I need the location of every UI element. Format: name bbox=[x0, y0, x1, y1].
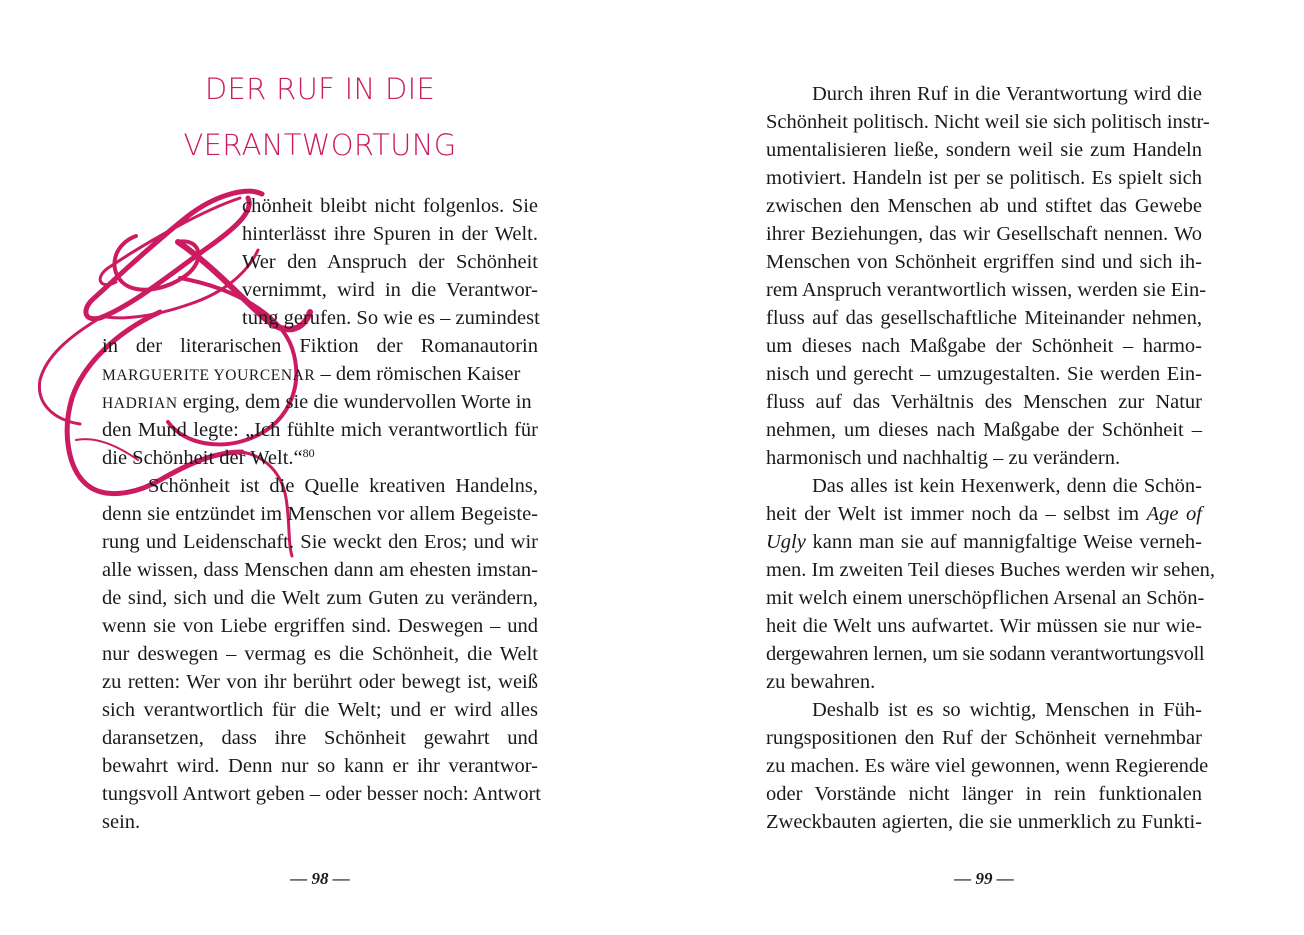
right-text-line-23: Deshalb ist es so wichtig, Menschen in Füh- bbox=[812, 699, 1202, 721]
left-text-line-15: de sind, sich und die Welt zum Guten zu verändern, bbox=[102, 587, 538, 609]
left-text-line-21: bewahrt wird. Denn nur so kann er ihr verantwor- bbox=[102, 755, 538, 777]
left-text-line-1: chönheit bleibt nicht folgenlos. Sie bbox=[242, 195, 538, 217]
right-text-line-27: Zweckbauten agierten, die sie unmerklich zu Funkti- bbox=[766, 811, 1202, 833]
left-text-line-10: die Schönheit der Welt.“$^{80}$ bbox=[102, 446, 315, 469]
left-text-line-17: nur deswegen – vermag es die Schönheit, die Welt bbox=[102, 643, 538, 665]
left-text-line-8: HADRIAN erging, dem sie die wundervollen Worte in bbox=[102, 391, 532, 413]
italic-phrase: Ugly bbox=[766, 531, 806, 553]
right-text-line-13: nehmen, um dieses nach Maßgabe der Schönheit – bbox=[766, 419, 1202, 441]
left-text-line-6: in der literarischen Fiktion der Romanautorin bbox=[102, 335, 538, 357]
right-text-line-4: motiviert. Handeln ist per se politisch. Es spielt sich bbox=[766, 167, 1202, 189]
left-text-line-22: tungsvoll Antwort geben – oder besser noch: Antwort bbox=[102, 783, 541, 805]
left-text-line-18: zu retten: Wer von ihr berührt oder bewegt ist, weiß bbox=[102, 671, 538, 693]
left-text-line-12: denn sie entzündet im Menschen vor allem Begeiste- bbox=[102, 503, 538, 525]
right-text-line-16: heit der Welt ist immer noch da – selbst im Age of bbox=[766, 503, 1202, 525]
right-text-line-5: zwischen den Menschen ab und stiftet das Gewebe bbox=[766, 195, 1202, 217]
right-text-line-12: fluss auf das Verhältnis des Menschen zur Natur bbox=[766, 391, 1202, 413]
right-text-line-2: Schönheit politisch. Nicht weil sie sich politisch instr- bbox=[766, 111, 1210, 133]
left-text-line-4: vernimmt, wird in die Verantwor- bbox=[242, 279, 538, 301]
right-text-line-7: Menschen von Schönheit ergriffen sind und sich ih- bbox=[766, 251, 1202, 273]
footnote-reference: 80 bbox=[302, 446, 315, 460]
right-page bbox=[652, 0, 1304, 935]
right-text-line-9: fluss auf das gesellschaftliche Miteinander nehmen, bbox=[766, 307, 1202, 329]
right-text-line-6: ihrer Beziehungen, das wir Gesellschaft nennen. Wo bbox=[766, 223, 1202, 245]
left-text-line-14: alle wissen, dass Menschen dann am ehesten imstan- bbox=[102, 559, 538, 581]
right-text-line-8: rem Anspruch verantwortlich wissen, werden sie Ein- bbox=[766, 279, 1207, 301]
left-text-line-20: daransetzen, dass ihre Schönheit gewahrt und bbox=[102, 727, 538, 749]
left-text-line-3: Wer den Anspruch der Schönheit bbox=[242, 251, 538, 273]
right-text-line-11: nisch und gerecht – umzugestalten. Sie werden Ein- bbox=[766, 363, 1202, 385]
italic-phrase: Age of bbox=[1146, 503, 1202, 525]
right-text-line-25: zu machen. Es wäre viel gewonnen, wenn Regierende bbox=[766, 755, 1209, 777]
author-name: MARGUERITE YOURCENAR bbox=[102, 367, 316, 384]
right-text-line-21: dergewahren lernen, um sie sodann verantwortungsvoll bbox=[766, 643, 1205, 665]
left-text-line-7: MARGUERITE YOURCENAR – dem römischen Kaiser bbox=[102, 363, 521, 385]
page-number-right: — 99 — bbox=[954, 869, 1014, 888]
right-text-line-14: harmonisch und nachhaltig – zu verändern. bbox=[766, 447, 1121, 469]
right-text-line-17: Ugly kann man sie auf mannigfaltige Weise verneh- bbox=[766, 531, 1202, 553]
left-text-line-19: sich verantwortlich für die Welt; und er wird alles bbox=[102, 699, 538, 721]
chapter-title-line-2: VERANTWORTUNG bbox=[183, 128, 457, 162]
chapter-title-line-1: DER RUF IN DIE bbox=[204, 72, 436, 106]
page-number-left: — 98 — bbox=[290, 869, 350, 888]
left-text-line-16: wenn sie von Liebe ergriffen sind. Deswegen – und bbox=[102, 615, 538, 637]
right-text-line-19: mit welch einem unerschöpflichen Arsenal an Schön- bbox=[766, 587, 1205, 609]
right-text-line-15: Das alles ist kein Hexenwerk, denn die Schön- bbox=[812, 475, 1202, 497]
left-text-line-13: rung und Leidenschaft. Sie weckt den Eros; und wir bbox=[102, 531, 538, 553]
left-text-line-23: sein. bbox=[102, 811, 141, 833]
left-text-line-2: hinterlässt ihre Spuren in der Welt. bbox=[242, 223, 538, 245]
right-text-line-10: um dieses nach Maßgabe der Schönheit – harmo- bbox=[766, 335, 1202, 357]
right-text-line-18: men. Im zweiten Teil dieses Buches werden wir sehen, bbox=[766, 559, 1216, 581]
right-text-line-3: umentalisieren ließe, sondern weil sie zum Handeln bbox=[766, 139, 1202, 161]
left-text-line-9: den Mund legte: „Ich fühlte mich verantwortlich für bbox=[102, 419, 538, 441]
right-text-line-1: Durch ihren Ruf in die Verantwortung wird die bbox=[812, 83, 1202, 105]
right-text-line-26: oder Vorstände nicht länger in rein funktionalen bbox=[766, 783, 1202, 805]
right-text-line-20: heit die Welt uns aufwartet. Wir müssen sie nur wie- bbox=[766, 615, 1202, 637]
left-text-line-11: Schönheit ist die Quelle kreativen Handelns, bbox=[148, 475, 538, 497]
left-text-line-5: tung gerufen. So wie es – zumindest bbox=[242, 307, 540, 329]
emperor-name: HADRIAN bbox=[102, 395, 178, 412]
right-text-line-24: rungspositionen den Ruf der Schönheit vernehmbar bbox=[766, 727, 1202, 749]
right-text-line-22: zu bewahren. bbox=[766, 671, 876, 693]
